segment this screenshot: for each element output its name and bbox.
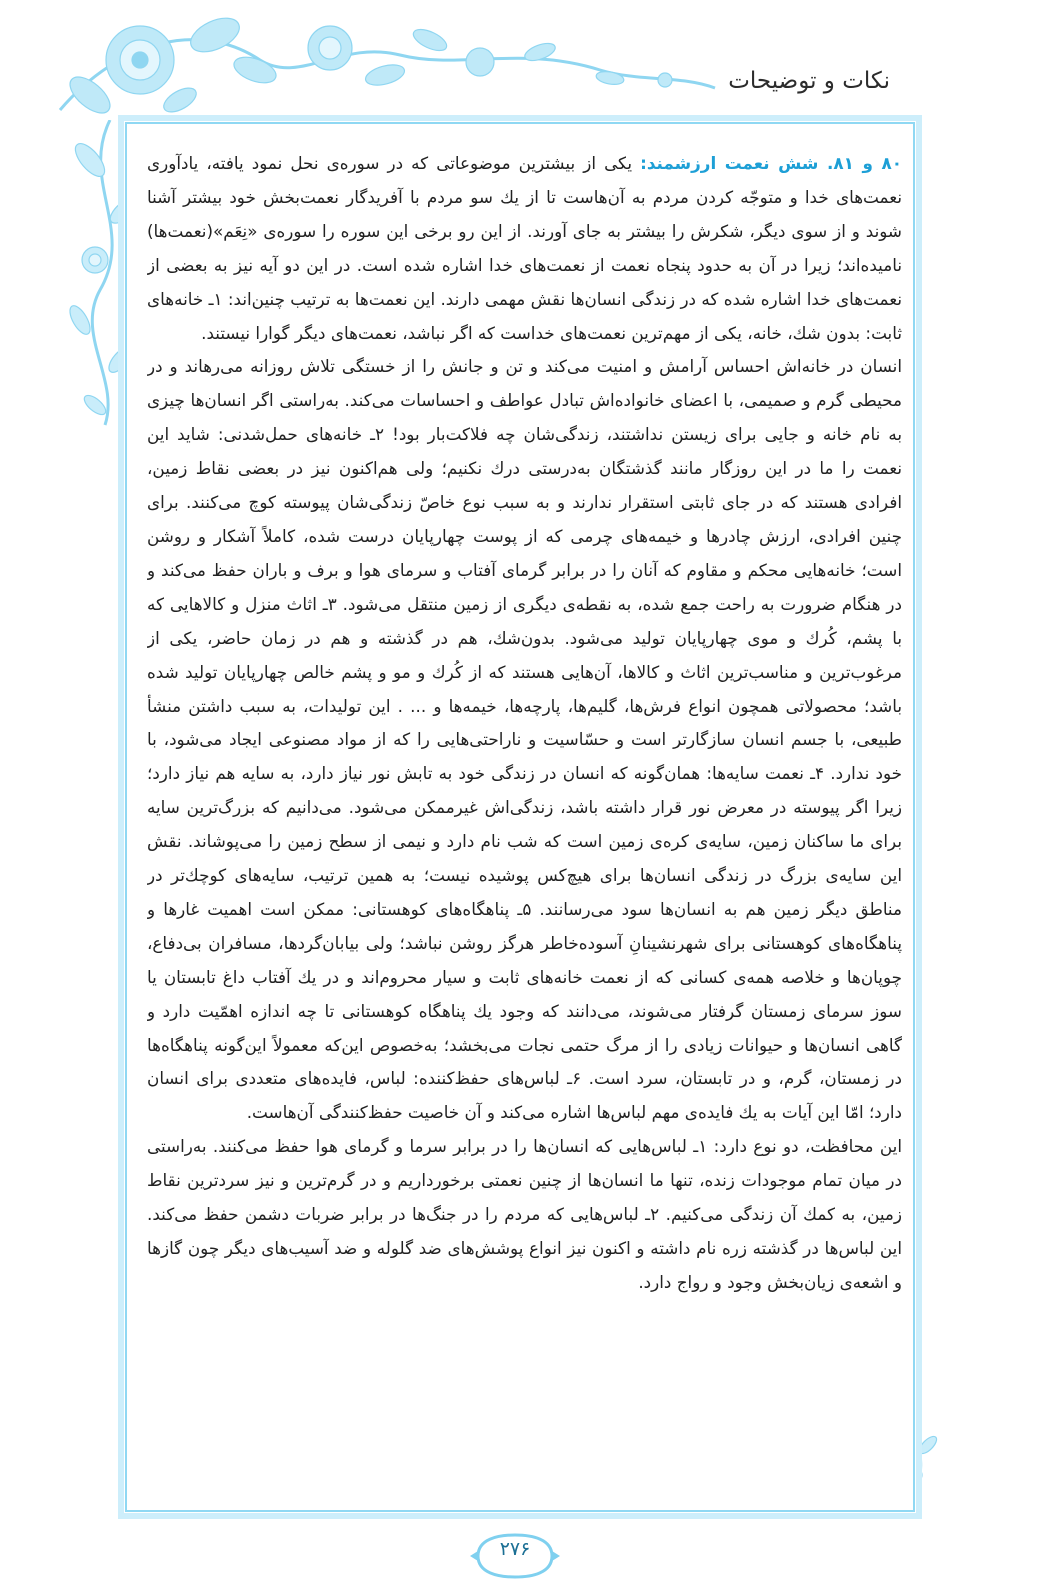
section-title: نکات و توضیحات: [728, 68, 890, 94]
page-number: ۲۷۶: [499, 1538, 531, 1560]
paragraph-1: [147, 147, 902, 350]
body-text: [147, 147, 902, 1495]
verse-heading: ۸۰ و ۸۱. شش نعمت ارزشمند:: [640, 153, 902, 173]
paragraph-3: این محافظت، دو نوع دارد: ۱ـ لباس‌هایی که انسان‌ها را در برابر سرما و گرمای هوا حفظ می‌کنند. به‌راستی در میان تمام موجودات زنده، تنها ما انسان‌ها از چنین نعمتی برخورداریم و در گرم‌ترین و نیز سردترین نقاط زمین، به کمك آن زندگی می‌کنیم. ۲ـ لباس‌هایی که مردم را در جنگ‌ها در برابر ضربات دشمن حفظ می‌کند. این لباس‌ها در گذشته زره نام داشته و اکنون نیز انواع پوشش‌های ضد گلوله و ضد آسیب‌های دیگر چون گازها و اشعه‌ی زیان‌بخش وجود و رواج دارد.: [147, 1136, 902, 1292]
paragraph-2: انسان در خانه‌اش احساس آرامش و امنیت می‌کند و تن و جانش را از خستگی تلاش روزانه می‌رهاند و در محیطی گرم و صمیمی، با اعضای خانواده‌اش تبادل عواطف و احساسات می‌کند. به‌راستی اگر انسان‌ها چیزی به نام خانه و جایی برای زیستن نداشتند، زندگی‌شان چه فلاکت‌بار بود! ۲ـ خانه‌های حمل‌شدنی: شاید این نعمت را ما در این روزگار مانند گذشتگان به‌درستی درك نکنیم؛ ولی هم‌اکنون نیز در بعضی نقاط زمین، افرادی هستند که در جای ثابتی استقرار ندارند و به سبب نوع خاصّ زندگی‌شان پیوسته کوچ می‌کنند. برای چنین افرادی، ارزش چادرها و خیمه‌های چرمی که از پوست چهارپایان درست شده، کاملاً آشکار و روشن است؛ خانه‌هایی محکم و مقاوم که آنان را در برابر گرمای آفتاب و سرمای هوا و برف و باران حفظ می‌کند و در هنگام ضرورت به راحت جمع شده، به نقطه‌ی دیگری از زمین منتقل می‌شود. ۳ـ اثاث منزل و کالاهایی که با پشم، کُرك و موی چهارپایان تولید می‌شود. بدون‌شك، هم در گذشته و هم در زمان حاضر، یکی از مرغوب‌ترین و مناسب‌ترین اثاث و کالاها، آن‌هایی هستند که از کُرك و مو و پشم خالص چهارپایان تولید شده باشد؛ محصولاتی همچون انواع فرش‌ها، گلیم‌ها، پارچه‌ها، خیمه‌ها و ... . این تولیدات، به سبب داشتن منشأ طبیعی، با جسم انسان سازگارتر است و حسّاسیت و ناراحتی‌هایی را که از مواد مصنوعی ایجاد می‌شود، با خود ندارد. ۴ـ نعمت سایه‌ها: همان‌گونه که انسان در زندگی خود به تابش نور نیاز دارد، به سایه هم نیاز دارد؛ زیرا اگر پیوسته در معرض نور قرار داشته باشد، زندگی‌اش غیرممکن می‌شود. می‌دانیم که بزرگ‌ترین سایه برای ما ساکنان زمین، سایه‌ی کره‌ی زمین است که شب نام دارد و نیمی از سطح زمین را می‌پوشاند. نقش این سایه‌ی بزرگ در زندگی انسان‌ها برای هیچ‌کس پوشیده نیست؛ به همین ترتیب، سایه‌های کوچك‌تر در مناطق دیگر زمین هم به انسان‌ها سود می‌رسانند. ۵ـ پناهگاه‌های کوهستانی: ممکن است اهمیت غارها و پناهگاه‌های کوهستانی برای شهرنشینانِ آسوده‌خاطر هرگز روشن نباشد؛ ولی بیابان‌گردها، مسافران بی‌دفاع، چوپان‌ها و خلاصه همه‌ی کسانی که از نعمت خانه‌های ثابت و سیار محروم‌اند و در یك آفتاب داغ تابستان یا سوز سرمای زمستان گرفتار می‌شوند، می‌دانند که وجود یك پناهگاه کوهستانی تا چه اندازه اهمّیت دارد و گاهی انسان‌ها و حیوانات زیادی را از مرگ حتمی نجات می‌بخشد؛ به‌خصوص این‌که معمولاً این‌گونه پناهگاه‌ها در زمستان، گرم، و در تابستان، سرد است. ۶ـ لباس‌های حفظ‌کننده: لباس، فایده‌های متعددی برای انسان دارد؛ امّا این آیات به یك فایده‌ی مهم لباس‌ها اشاره می‌کند و آن خاصیت حفظ‌کنندگی آن‌هاست.: [147, 356, 902, 1123]
paragraph-1-text: یکی از بیشترین موضوعاتی که در سوره‌ی نحل نمود یافته، یادآوری نعمت‌های خدا و متوجّه کردن مردم به آن‌هاست تا از یك سو مردم با آفریدگار نعمت‌بخش خود بیشتر آشنا شوند و از سوی دیگر، شکرش را بیشتر به جای آورند. از این رو برخی این سوره را سوره‌ی «نِعَم»(نعمت‌ها) نامیده‌اند؛ زیرا در آن به حدود پنجاه نعمت از نعمت‌های خدا اشاره شده است. در این دو آیه نیز به بعضی از نعمت‌های خدا اشاره شده که در زندگی انسان‌ها نقش مهمی دارند. این نعمت‌ها به ترتیب چنین‌اند: ۱ـ خانه‌های ثابت: بدون شك، خانه، یکی از مهم‌ترین نعمت‌های خداست که اگر نباشد، نعمت‌های دیگر گوارا نیستند.: [147, 153, 902, 343]
floral-ornament-top: [0, 0, 720, 130]
